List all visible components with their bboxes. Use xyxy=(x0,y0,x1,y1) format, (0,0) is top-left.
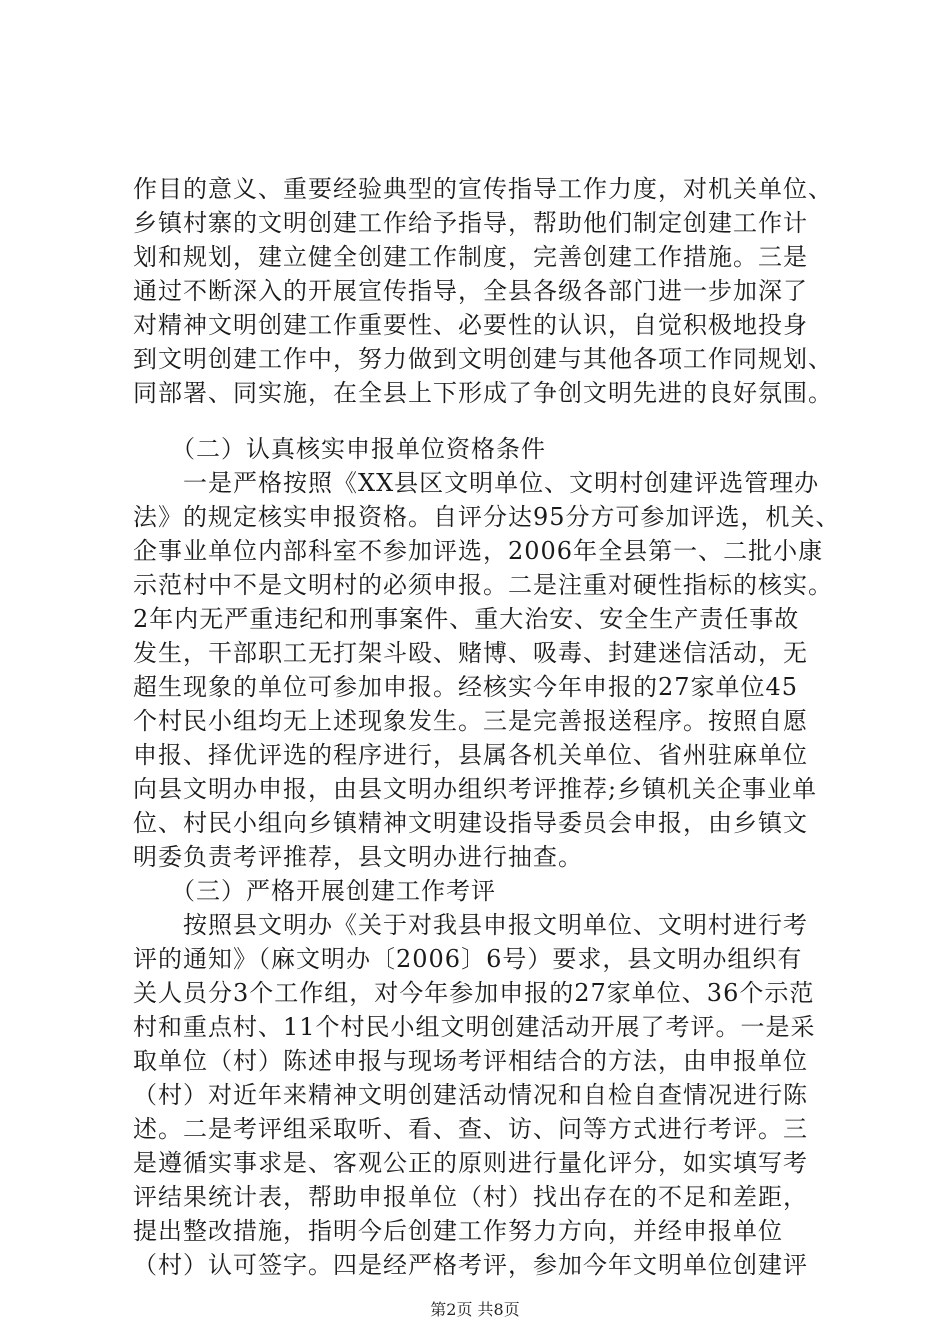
body-line: 超生现象的单位可参加申报。经核实今年申报的27家单位45 xyxy=(133,673,799,701)
body-line: 村和重点村、11个村民小组文明创建活动开展了考评。一是采 xyxy=(133,1013,816,1041)
body-line: 个村民小组均无上述现象发生。三是完善报送程序。按照自愿 xyxy=(133,707,808,735)
section-heading: （三）严格开展创建工作考评 xyxy=(133,877,496,905)
page-number-footer: 第2页 共8页 xyxy=(430,1300,520,1319)
body-line: 按照县文明办《关于对我县申报文明单位、文明村进行考 xyxy=(133,911,808,939)
body-line: 通过不断深入的开展宣传指导，全县各级各部门进一步加深了 xyxy=(133,277,808,305)
body-line: 法》的规定核实申报资格。自评分达95分方可参加评选，机关、 xyxy=(133,503,841,531)
body-line: 划和规划，建立健全创建工作制度，完善创建工作措施。三是 xyxy=(133,243,808,271)
body-line: 提出整改措施，指明今后创建工作努力方向，并经申报单位 xyxy=(133,1217,783,1245)
body-line: 向县文明办申报，由县文明办组织考评推荐;乡镇机关企事业单 xyxy=(133,775,818,803)
body-line: 述。二是考评组采取听、看、查、访、问等方式进行考评。三 xyxy=(133,1115,808,1143)
body-line: 是遵循实事求是、客观公正的原则进行量化评分，如实填写考 xyxy=(133,1149,808,1177)
body-line: 关人员分3个工作组，对今年参加申报的27家单位、36个示范 xyxy=(133,979,815,1007)
body-line: 同部署、同实施，在全县上下形成了争创文明先进的良好氛围。 xyxy=(133,379,833,407)
body-line: 到文明创建工作中，努力做到文明创建与其他各项工作同规划、 xyxy=(133,345,833,373)
body-line: 评的通知》（麻文明办〔2006〕6号）要求，县文明办组织有 xyxy=(133,945,803,973)
body-line: 作目的意义、重要经验典型的宣传指导工作力度，对机关单位、 xyxy=(133,175,833,203)
body-line: 2年内无严重违纪和刑事案件、重大治安、安全生产责任事故 xyxy=(133,605,800,633)
body-line: 取单位（村）陈述申报与现场考评相结合的方法，由申报单位 xyxy=(133,1047,808,1075)
body-line: （村）对近年来精神文明创建活动情况和自检自查情况进行陈 xyxy=(133,1081,808,1109)
body-line: 乡镇村寨的文明创建工作给予指导，帮助他们制定创建工作计 xyxy=(133,209,808,237)
body-line: （村）认可签字。四是经严格考评，参加今年文明单位创建评 xyxy=(133,1251,808,1279)
body-line: 明委负责考评推荐，县文明办进行抽查。 xyxy=(133,843,583,871)
body-line: 评结果统计表，帮助申报单位（村）找出存在的不足和差距， xyxy=(133,1183,808,1211)
body-line: 示范村中不是文明村的必须申报。二是注重对硬性指标的核实。 xyxy=(133,571,833,599)
section-heading: （二）认真核实申报单位资格条件 xyxy=(133,435,546,463)
body-line: 申报、择优评选的程序进行，县属各机关单位、省州驻麻单位 xyxy=(133,741,808,769)
body-line: 发生，干部职工无打架斗殴、赌博、吸毒、封建迷信活动，无 xyxy=(133,639,808,667)
body-line: 对精神文明创建工作重要性、必要性的认识，自觉积极地投身 xyxy=(133,311,808,339)
body-line: 企事业单位内部科室不参加评选，2006年全县第一、二批小康 xyxy=(133,537,824,565)
body-line: 位、村民小组向乡镇精神文明建设指导委员会申报，由乡镇文 xyxy=(133,809,808,837)
body-line: 一是严格按照《XX县区文明单位、文明村创建评选管理办 xyxy=(133,469,820,497)
